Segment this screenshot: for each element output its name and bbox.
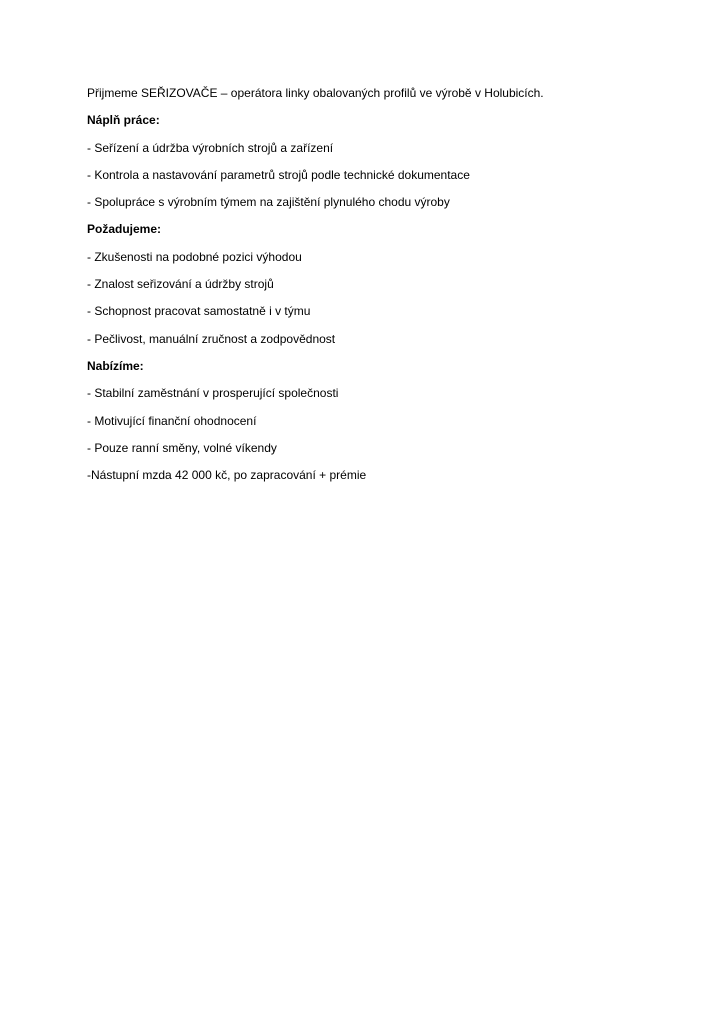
section-heading-offer: Nabízíme: bbox=[87, 358, 144, 373]
list-item: - Pouze ranní směny, volné víkendy bbox=[87, 440, 277, 455]
list-item: - Schopnost pracovat samostatně i v týmu bbox=[87, 304, 311, 319]
list-item: - Znalost seřizování a údržby strojů bbox=[87, 277, 274, 292]
section-heading-requirements: Požadujeme: bbox=[87, 222, 162, 237]
list-item: - Spolupráce s výrobním týmem na zajištění plynulého chodu výroby bbox=[87, 195, 450, 210]
list-item: - Kontrola a nastavování parametrů strojů podle technické dokumentace bbox=[87, 167, 470, 182]
section-heading-duties: Náplň práce: bbox=[87, 113, 160, 128]
list-item: - Pečlivost, manuální zručnost a zodpovědnost bbox=[87, 331, 336, 346]
list-item: -Nástupní mzda 42 000 kč, po zapracování + prémie bbox=[87, 468, 367, 483]
list-item: - Motivující finanční ohodnocení bbox=[87, 413, 257, 428]
intro-text: Přijmeme SEŘIZOVAČE – operátora linky obalovaných profilů ve výrobě v Holubicích. bbox=[87, 86, 544, 100]
list-item: - Zkušenosti na podobné pozici výhodou bbox=[87, 249, 302, 264]
list-item: - Seřízení a údržba výrobních strojů a zařízení bbox=[87, 140, 334, 155]
job-posting bbox=[87, 86, 687, 495]
list-item: - Stabilní zaměstnání v prosperující společnosti bbox=[87, 386, 339, 401]
